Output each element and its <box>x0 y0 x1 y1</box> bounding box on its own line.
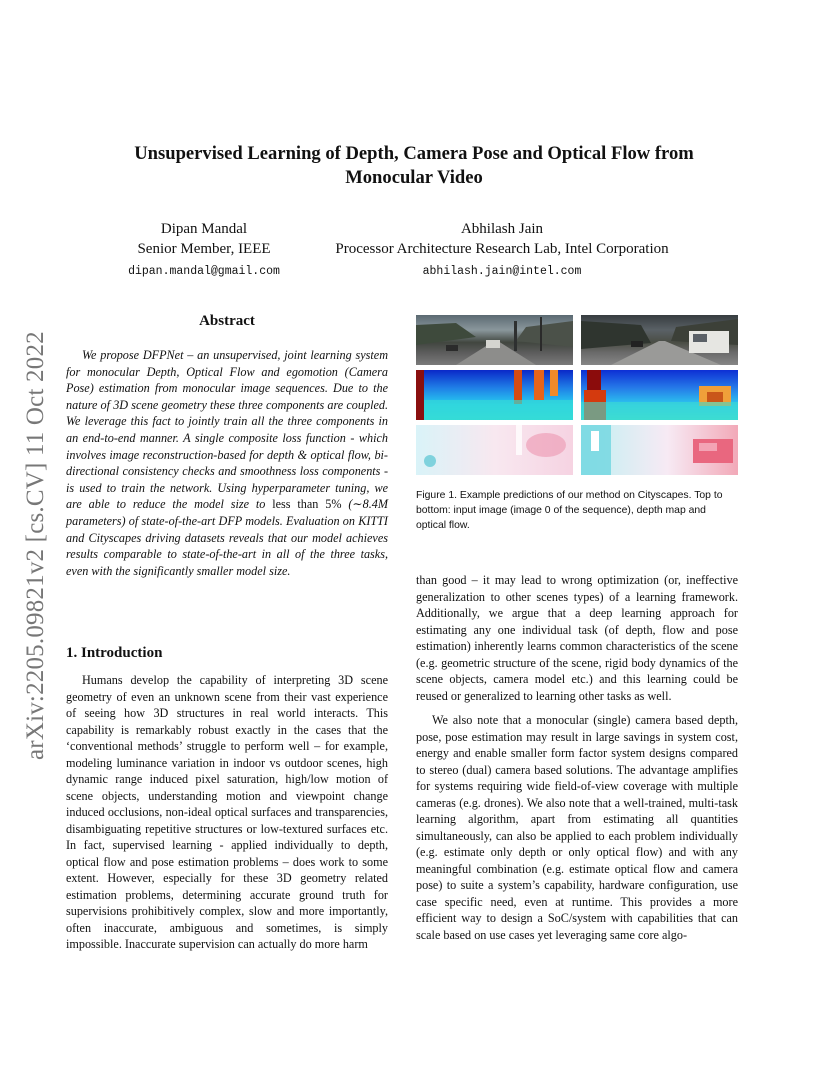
depth-map-2 <box>581 370 738 420</box>
abstract-part-1: We propose DFPNet – an unsupervised, joint learning system for monocular Depth, Optical Flow and egomotion (Camera Pose) estimation from monocular image sequences. Due to the nature of 3D scene geometry these three components are coupled. We leverage this fact to jointly train all the three components in an end-to-end manner. A single composite loss function - which involves image reconstruction-based for depth & optical flow, bi-directional consistency checks and smoothness loss components - is used to train the network. Using hyperparameter tuning, we are able to reduce the model size to <box>66 348 388 512</box>
intro-column <box>66 672 388 953</box>
author-name: Abhilash Jain <box>460 221 544 237</box>
figure-1 <box>416 315 738 485</box>
intro-heading: 1. Introduction <box>66 645 163 661</box>
depth-map-1 <box>416 370 573 420</box>
input-image-2 <box>581 315 738 365</box>
author-block-2 <box>308 219 696 282</box>
abstract-heading: Abstract <box>199 313 255 329</box>
intro-paragraph-1: Humans develop the capability of interpreting 3D scene geometry of even an unknown scene from their vast experience of seeing how 3D structures in real world interacts. This capability is remarkably robust exactly in the cases that the ‘conventional methods’ struggle to perform well – for example, modeling luminance variation in indoor vs outdoor scenes, high dynamic range induced pixel saturation, high/low motion of scene objects, understanding motion and viewpoint change induced occlusions, non-ideal optical surfaces and transparencies, disambiguating repetitive structures or low-textured surfaces etc. In fact, supervised learning - applied individually to depth, optical flow and pose estimation problems – does work to some extent. However, especially for these 3D geometry related estimation problems, determining accurate ground truth for supervisions prohibitively complex, slow and more importantly, often inaccurate, ambiguous and sometimes, is simply impossible. Inaccurate supervision can actually do more harm <box>66 673 388 951</box>
author-email: dipan.mandal@gmail.com <box>128 265 280 278</box>
right-paragraph-1: than good – it may lead to wrong optimization (or, ineffective generalization to other scenes types) of a learning framework. Additionally, we argue that a deep learning approach for estimating any one individual task (of depth, flow and pose estimation) inherently learns common characteristics of the scene (e.g. geometric structure of the scene, rigid body dynamics of the scene objects, camera model etc.) and this learning could be reused or generalized to learning other tasks as well. <box>416 573 738 703</box>
right-paragraph-2: We also note that a monocular (single) camera based depth, pose, pose estimation may result in large savings in system cost, energy and enable smaller form factor system designs compared to stereo (dual) camera based solutions. The advantage amplifies for systems requiring wide field-of-view coverage with multiple cameras (e.g. drones). We also note that a well-trained, multi-task learning algorithm, apart from estimating all quantities simultaneously, can also be applied to each problem individually (e.g. estimate only depth or only optical flow) and with any meaningful combination (e.g. estimate optical flow and camera pose) to suite a system’s capability, hardware configuration, use case specific need, even at runtime. This provides a more efficient way to design a SoC/system with capabilities that can scale based on use cases yet leveraging same core algo- <box>416 713 738 942</box>
author-affiliation: Processor Architecture Research Lab, Intel Corporation <box>335 241 669 257</box>
input-image-1 <box>416 315 573 365</box>
author-affiliation: Senior Member, IEEE <box>137 241 271 257</box>
figure-caption: Figure 1. Example predictions of our method on Cityscapes. Top to bottom: input image (image 0 of the sequence), depth map and optical flow. <box>416 490 723 531</box>
author-block-1 <box>100 219 308 282</box>
arxiv-identifier: arXiv:2205.09821v2 [cs.CV] 11 Oct 2022 <box>22 331 49 760</box>
title-line-1: Unsupervised Learning of Depth, Camera Pose and Optical Flow from <box>134 143 694 164</box>
author-email: abhilash.jain@intel.com <box>422 265 582 278</box>
optical-flow-1 <box>416 425 573 475</box>
abstract-text <box>66 347 388 579</box>
paper-title <box>80 142 748 190</box>
author-name: Dipan Mandal <box>160 221 248 237</box>
abstract-part-3: (∼8.4M parameters) of state-of-the-art DFP models. Evaluation on KITTI and Cityscapes driving datasets reveals that our model achieves results comparable to state-of-the-art in all of the three tasks, even with the significantly smaller model size. <box>66 497 388 578</box>
abstract-part-2: less than 5% <box>272 497 342 512</box>
optical-flow-2 <box>581 425 738 475</box>
title-line-2: Monocular Video <box>345 167 483 188</box>
right-column <box>416 572 738 943</box>
